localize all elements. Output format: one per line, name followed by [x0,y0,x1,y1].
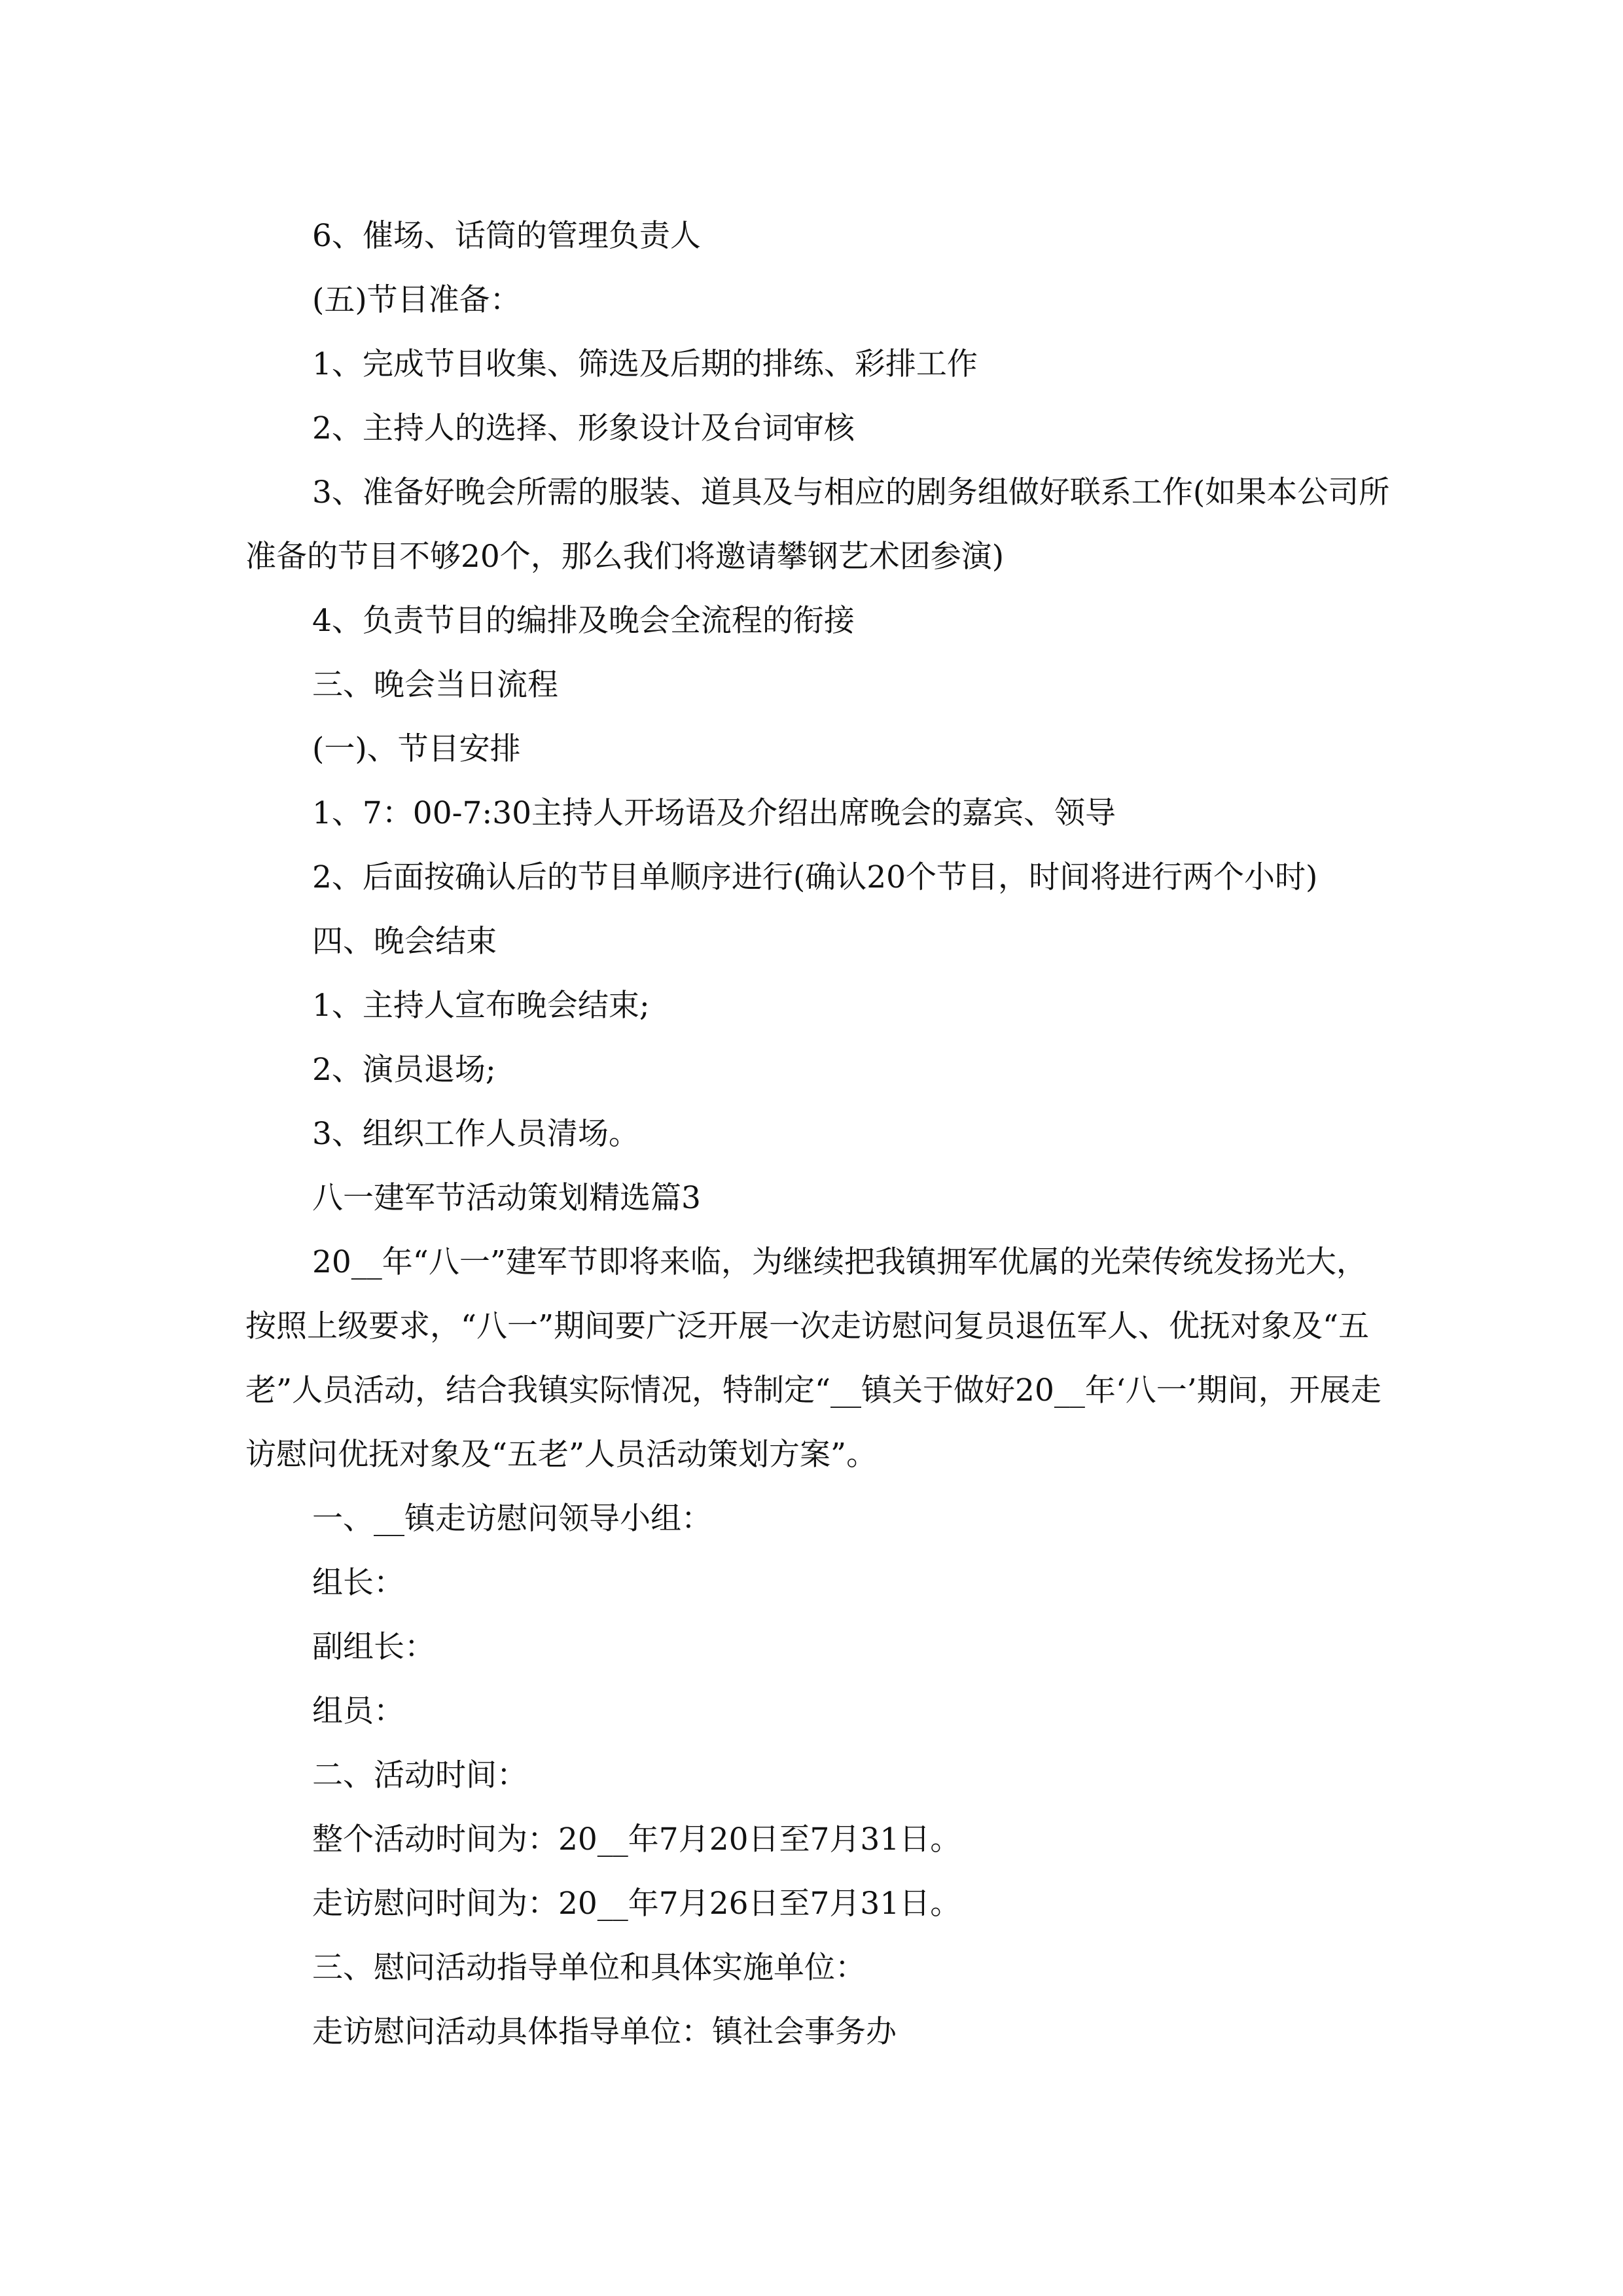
section-heading: 三、慰问活动指导单位和具体实施单位： [312,1950,866,1986]
section-heading: (五)节目准备： [312,282,521,318]
paragraph: 1、7：00-7:30主持人开场语及介绍出席晚会的嘉宾、领导 [312,795,1116,831]
paragraph: 组员： [312,1693,404,1729]
paragraph: 3、准备好晚会所需的服装、道具及与相应的剧务组做好联系工作(如果本公司所准备的节目不够20个，那么我们将邀请攀钢艺术团参演) [245,475,1390,575]
paragraph: 走访慰问活动具体指导单位：镇社会事务办 [312,2014,897,2050]
section-heading: 四、晚会结束 [312,924,497,960]
paragraph: 副组长： [312,1629,435,1665]
paragraph: 整个活动时间为：20__年7月20日至7月31日。 [312,1821,961,1857]
paragraph: 1、主持人宣布晚会结束; [312,988,650,1024]
paragraph: 2、后面按确认后的节目单顺序进行(确认20个节目，时间将进行两个小时) [312,859,1318,895]
paragraph: 组长： [312,1565,404,1601]
paragraph: 3、组织工作人员清场。 [312,1116,639,1152]
paragraph: 走访慰问时间为：20__年7月26日至7月31日。 [312,1886,961,1922]
section-heading: 三、晚会当日流程 [312,667,558,703]
paragraph: 2、演员退场; [312,1052,496,1088]
paragraph: 6、催场、话筒的管理负责人 [312,218,701,254]
document-body [245,204,1392,2064]
section-heading: 一、__镇走访慰问领导小组： [312,1501,712,1537]
paragraph: 2、主持人的选择、形象设计及台词审核 [312,410,855,446]
paragraph: 20__年“八一”建军节即将来临，为继续把我镇拥军优属的光荣传统发扬光大，按照上级要求，“八一”期间要广泛开展一次走访慰问复员退伍军人、优抚对象及“五老”人员活动，结合我镇实际情况，特制定“__镇关于做好20__年‘八一’期间，开展走访慰问优抚对象及“五老”人员活动策划方案”。 [245,1244,1382,1473]
article-title: 八一建军节活动策划精选篇3 [312,1180,701,1216]
paragraph: 1、完成节目收集、筛选及后期的排练、彩排工作 [312,346,978,382]
paragraph: 4、负责节目的编排及晚会全流程的衔接 [312,603,855,639]
section-heading: (一)、节目安排 [312,731,521,767]
section-heading: 二、活动时间： [312,1757,527,1793]
